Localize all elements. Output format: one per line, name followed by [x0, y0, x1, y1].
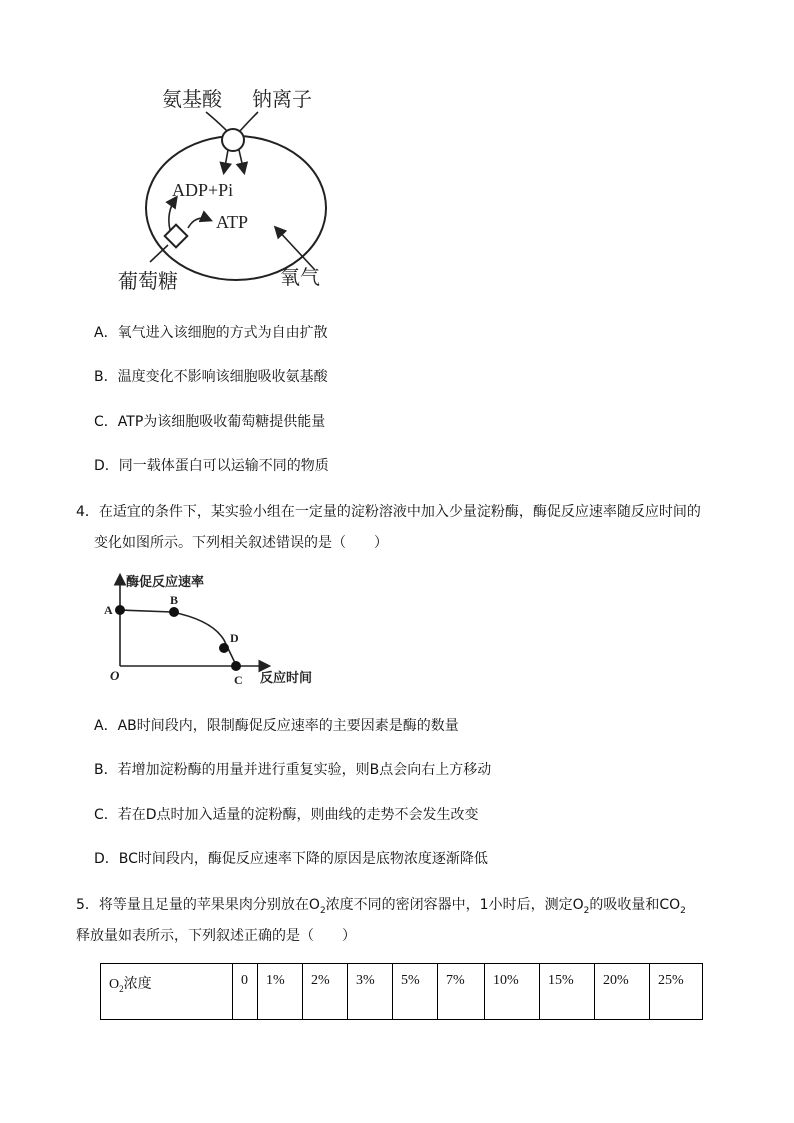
q5-sub-3: 2	[680, 905, 686, 916]
q4-stem-line1: 4．在适宜的条件下，某实验小组在一定量的淀粉溶液中加入少量淀粉酶，酶促反应速率随反应时间的	[76, 504, 701, 520]
header-sub: 2	[119, 983, 124, 994]
table-cell: 3%	[348, 964, 393, 1020]
table-cell: 7%	[438, 964, 485, 1020]
table-cell: 25%	[650, 964, 703, 1020]
q5-sub-2: 2	[583, 905, 590, 916]
q5-text-b: 浓度不同的密闭容器中，1小时后，测定O	[325, 897, 584, 913]
o2-table	[100, 963, 703, 1020]
point-d-label: D	[230, 631, 239, 645]
q3-option-b: B．温度变化不影响该细胞吸收氨基酸	[94, 369, 328, 385]
q5-text-a: 5．将等量且足量的苹果果肉分别放在O	[76, 897, 320, 913]
glucose-carrier	[165, 225, 188, 248]
point-b-label: B	[170, 593, 179, 607]
table-cell: 15%	[540, 964, 595, 1020]
label-amino-acid: 氨基酸	[162, 87, 222, 111]
q4-option-c: C．若在D点时加入适量的淀粉酶，则曲线的走势不会发生改变	[94, 807, 479, 823]
label-sodium: 钠离子	[252, 87, 312, 111]
y-axis-label: 酶促反应速率	[126, 575, 205, 590]
q3-option-a: A．氧气进入该细胞的方式为自由扩散	[94, 325, 328, 341]
table-cell: 20%	[595, 964, 650, 1020]
q3-option-c: C．ATP为该细胞吸收葡萄糖提供能量	[94, 414, 326, 430]
table-row	[101, 964, 703, 1020]
q5-text-c: 的吸收量和CO	[589, 897, 681, 913]
label-adp: ADP+Pi	[172, 180, 234, 200]
q3-option-d: D．同一载体蛋白可以运输不同的物质	[94, 458, 329, 474]
q5-stem-line2: 释放量如表所示，下列叙述正确的是（ ）	[76, 928, 356, 944]
q5-stem-line1	[76, 895, 686, 921]
point-b	[169, 607, 179, 617]
table-cell: 1%	[258, 964, 303, 1020]
table-header-cell	[101, 964, 233, 1020]
q4-option-d: D．BC时间段内，酶促反应速率下降的原因是底物浓度逐渐降低	[94, 851, 488, 867]
x-axis-label: 反应时间	[260, 671, 313, 686]
table-cell: 5%	[393, 964, 438, 1020]
point-a-label: A	[104, 603, 113, 617]
rate-chart	[100, 570, 340, 690]
cell-membrane	[146, 136, 326, 280]
point-c	[231, 661, 241, 671]
amino-sodium-carrier	[222, 129, 244, 151]
label-oxygen: 氧气	[280, 265, 320, 289]
table-cell: 10%	[485, 964, 540, 1020]
rate-curve	[120, 610, 236, 665]
q4-option-b: B．若增加淀粉酶的用量并进行重复实验，则B点会向右上方移动	[94, 762, 492, 778]
q4-option-a: A．AB时间段内，限制酶促反应速率的主要因素是酶的数量	[94, 718, 459, 734]
cell-diagram	[110, 80, 340, 300]
label-glucose: 葡萄糖	[118, 269, 178, 293]
origin-label: O	[110, 668, 120, 683]
q4-stem-line2: 变化如图所示。下列相关叙述错误的是（ ）	[94, 535, 388, 551]
label-atp: ATP	[216, 212, 249, 232]
point-c-label: C	[234, 673, 243, 687]
q5-sub-1: 2	[319, 905, 326, 916]
cell-diagram-svg	[110, 80, 340, 300]
header-concentration: 浓度	[123, 977, 152, 992]
table-cell: 2%	[303, 964, 348, 1020]
rate-chart-svg	[100, 570, 340, 690]
point-a	[115, 605, 125, 615]
table-cell: 0	[233, 964, 258, 1020]
point-d	[219, 643, 229, 653]
header-o: O	[109, 977, 120, 992]
